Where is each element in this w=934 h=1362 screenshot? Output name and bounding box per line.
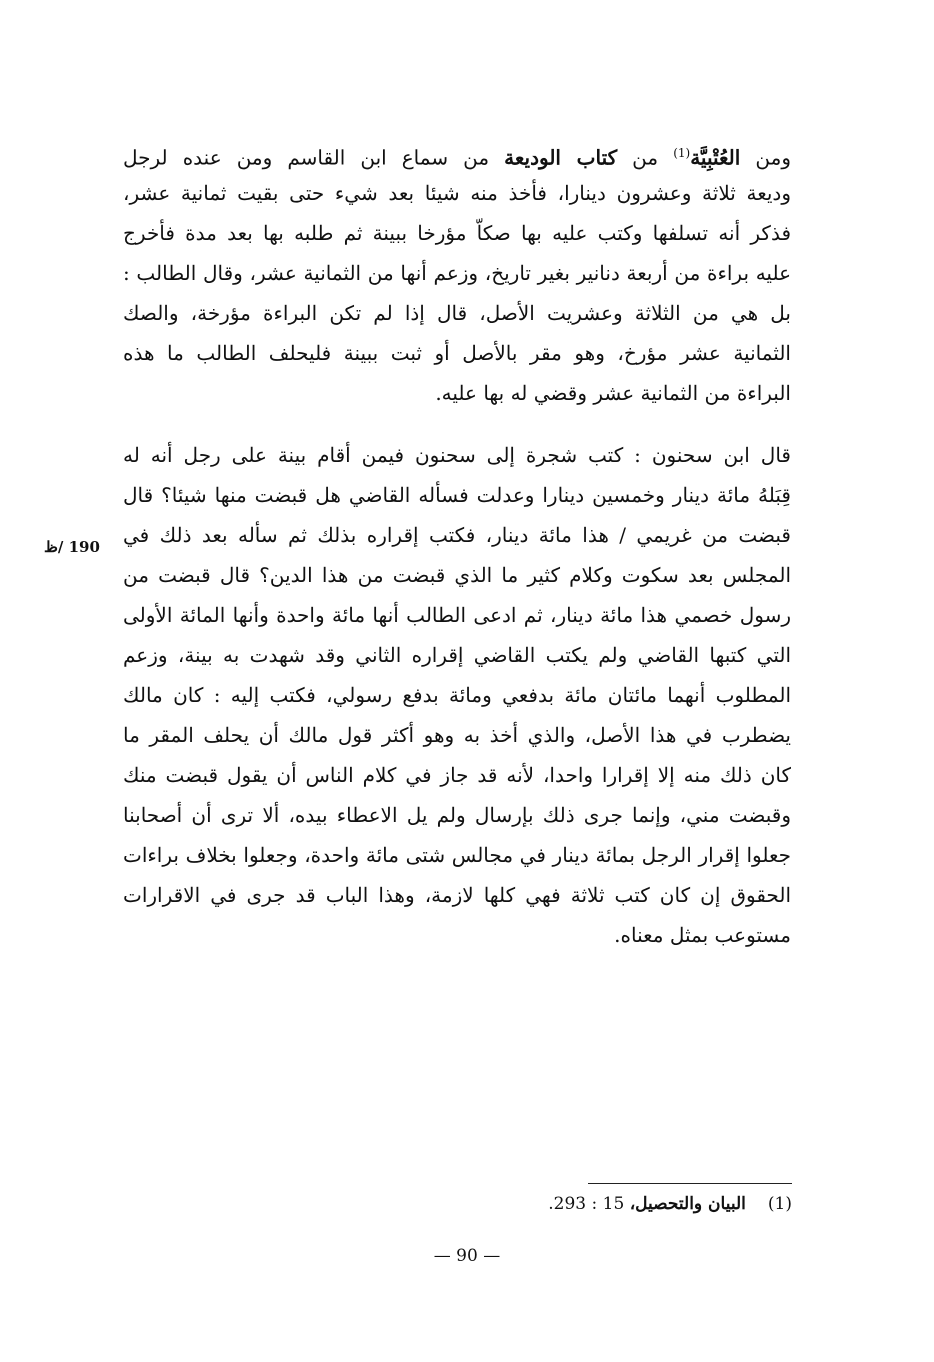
paragraph-2-line: وقبضت مني، وإنما جرى ذلك بإرسال ولم يل الاعطاء بيده، ألا ترى أن أصحابنا: [123, 803, 791, 827]
paragraph-2-line: المطلوب أنهما مائتان مائة بدفعي ومائة بدفع رسولي، فكتب إليه : كان مالك: [123, 683, 791, 707]
text-run: من: [617, 145, 674, 170]
paragraph-2-line: المجلس بعد سكوت وكلام كثير ما الذي قبضت من هذا الدين؟ قال قبضت من: [123, 563, 791, 587]
chapter-title-wadia: كتاب الوديعة: [504, 145, 618, 170]
page-number: — 90 —: [433, 1246, 501, 1266]
paragraph-2-line: كان ذلك منه إلا إقرارا واحدا، لأنه قد جاز في كلام الناس أن يقول قبضت منك: [123, 763, 791, 787]
paragraph-2-line: التي كتبها القاضي ولم يكتب القاضي إقراره الثاني وقد شهدت به بينة، وزعم: [123, 643, 791, 667]
paragraph-1-line-2: وديعة ثلاثة وعشرون دينارا، فأخذ منه شيئا بعد شيء حتى بقيت ثمانية عشر،: [123, 181, 791, 205]
manuscript-folio-note: 190 /ظ: [44, 538, 100, 556]
paragraph-1-line-1: [123, 133, 791, 173]
footnote-marker: (1): [673, 146, 691, 160]
text-run: ومن: [740, 145, 791, 170]
paragraph-2: [123, 435, 791, 955]
footnote-reference: 15 : 293.: [548, 1194, 630, 1214]
paragraph-1-line-7: البراءة من الثمانية عشر وقضي له بها عليه.: [435, 381, 791, 405]
paragraph-2-line: قبضت من غريمي / هذا مائة دينار، فكتب إقراره بذلك ثم سأله بعد ذلك في: [123, 523, 791, 547]
book-title-utbiyya: العُتْبِيَّة: [690, 145, 741, 170]
paragraph-2-line: الحقوق إن كان كتب ثلاثة فهي كلها لازمة، وهذا الباب قد جرى في الاقرارات: [123, 883, 791, 907]
paragraph-1-line-6: الثمانية عشر مؤرخ، وهو مقر بالأصل أو ثبت ببينة فليحلف الطالب ما هذه: [123, 341, 791, 365]
footnote-number: (1): [767, 1194, 792, 1214]
paragraph-1: [123, 133, 791, 413]
paragraph-2-line: يضطرب في هذا الأصل، والذي أخذ به وهو أكثر قول مالك أن يحلف المقر ما: [123, 723, 791, 747]
footnote-divider: [588, 1183, 792, 1184]
text-run: من سماع ابن القاسم ومن عنده لرجل: [123, 145, 505, 170]
paragraph-1-line-4: عليه براءة من أربعة دنانير بغير تاريخ، وزعم أنها من الثمانية عشر، وقال الطالب :: [123, 261, 791, 285]
paragraph-2-line: رسول خصمي هذا مائة دينار، ثم ادعى الطالب أنها مائة واحدة وأنها المائة الأولى: [123, 603, 791, 627]
paragraph-2-line: قال ابن سحنون : كتب شجرة إلى سحنون فيمن أقام بينة على رجل أنه له: [123, 443, 791, 467]
paragraph-2-line: قِبَلهُ مائة دينار وخمسين دينارا وعدلت فسأله القاضي هل قبضت منها شيئا؟ قال: [123, 483, 791, 507]
paragraph-1-line-5: بل هي من الثلاثة وعشريت الأصل، قال إذا لم تكن البراءة مؤرخة، والصك: [123, 301, 791, 325]
paragraph-2-line: مستوعب بمثل معناه.: [614, 923, 791, 947]
paragraph-2-line: جعلوا إقرار الرجل بمائة دينار في مجالس شتى مائة واحدة، وجعلوا بخلاف براءات: [123, 843, 791, 867]
footnote-source: البيان والتحصيل،: [629, 1194, 746, 1214]
footnote: [548, 1194, 792, 1214]
paragraph-1-line-3: فذكر أنه تسلفها وكتب عليه بها صكاّ مؤرخا ببينة ثم طلبه بها بعد مدة فأخرج: [123, 221, 791, 245]
